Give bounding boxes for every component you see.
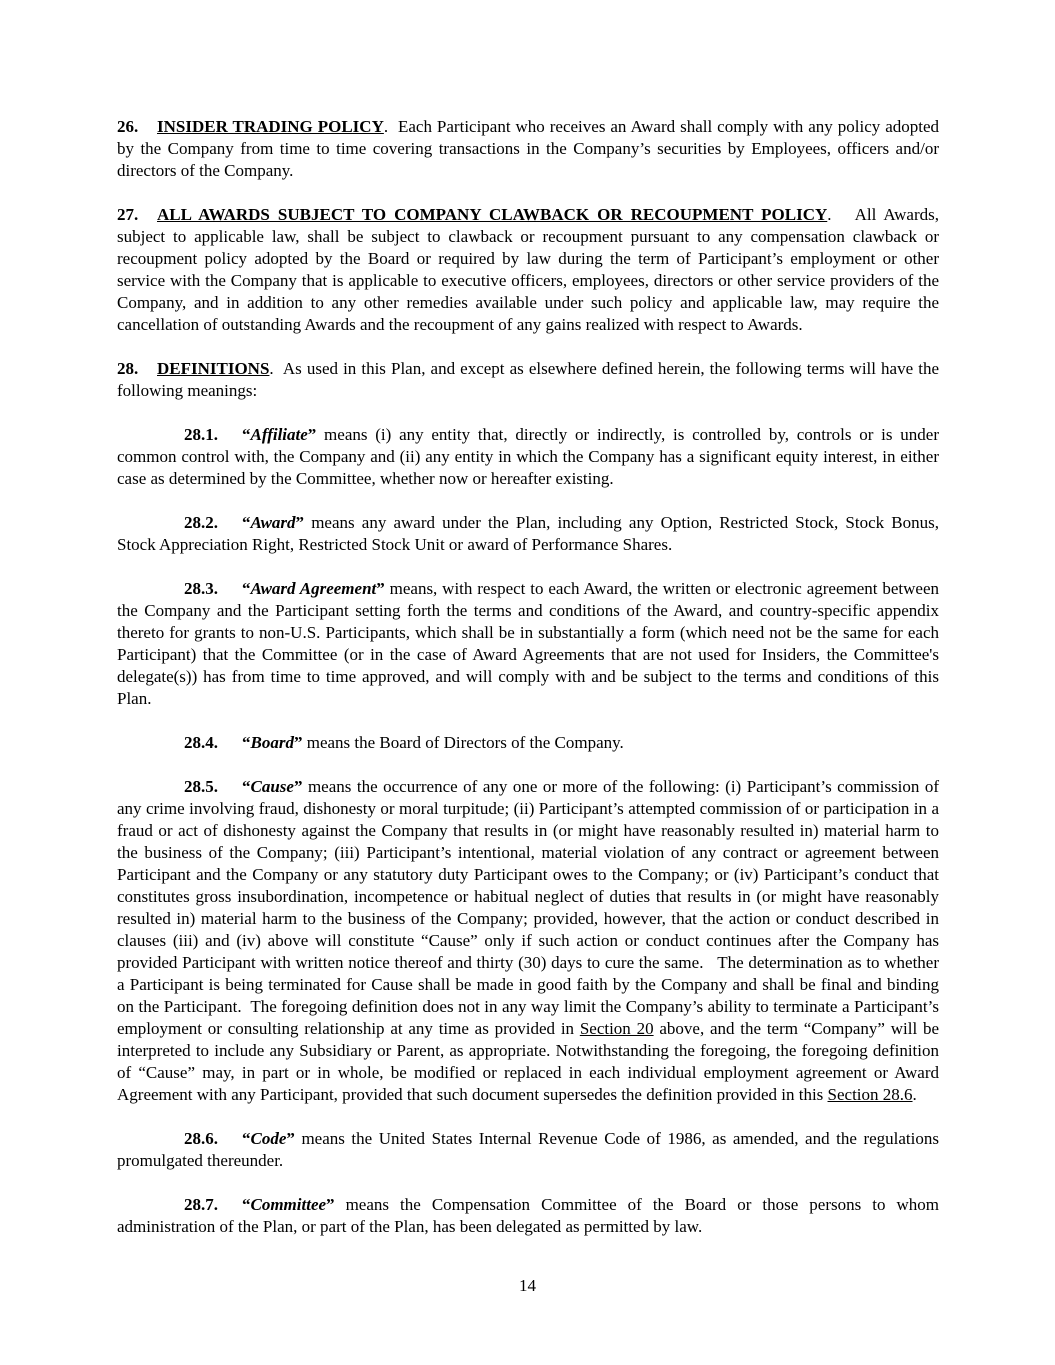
text-run: “ bbox=[242, 1129, 251, 1148]
text-run: ” bbox=[286, 1129, 295, 1148]
text-run: “ bbox=[242, 425, 251, 444]
section-number: 26. bbox=[117, 117, 139, 136]
section-heading: ALL AWARDS SUBJECT TO COMPANY CLAWBACK OR RECOUPMENT POLICY bbox=[157, 205, 828, 224]
text-run: means the United States Internal Revenue Code of 1986, as amended, and the regulations promulgated thereunder. bbox=[117, 1129, 939, 1170]
text-run: “ bbox=[242, 579, 251, 598]
text-run: “ bbox=[242, 777, 251, 796]
section-number: 28.3. bbox=[184, 579, 218, 598]
text-run: means any award under the Plan, including any Option, Restricted Stock, Stock Bonus, Stock Appreciation Right, Restricted Stock Unit or award of Performance Shares. bbox=[117, 513, 939, 554]
section-number: 28.1. bbox=[184, 425, 218, 444]
section-number: 28.2. bbox=[184, 513, 218, 532]
cross-reference: Section 28.6 bbox=[827, 1085, 913, 1104]
section-number: 28.5. bbox=[184, 777, 218, 796]
paragraph-28-1 bbox=[117, 424, 939, 490]
section-number: 28. bbox=[117, 359, 139, 378]
defined-term: Award Agreement bbox=[250, 579, 377, 598]
text-run: above, and the term “Company” will be interpreted to include any Subsidiary or Parent, as appropriate. Notwithstanding the foregoing, the foregoing definition of “Cause” may, in part or in whole, be modified or replaced in each individual employment agreement or Award Agreement with any Participant, provided that such document supersedes the definition provided in this bbox=[117, 1019, 939, 1104]
text-run: “ bbox=[242, 733, 251, 752]
section-number: 28.6. bbox=[184, 1129, 218, 1148]
defined-term: Board bbox=[250, 733, 294, 752]
page-footer bbox=[0, 1275, 1055, 1297]
defined-term: Committee bbox=[250, 1195, 327, 1214]
paragraph-26 bbox=[117, 116, 939, 182]
text-run: ” bbox=[307, 425, 317, 444]
text-run: “ bbox=[242, 513, 251, 532]
section-number: 28.4. bbox=[184, 733, 218, 752]
text-run: ” bbox=[376, 579, 385, 598]
section-heading: INSIDER TRADING POLICY bbox=[157, 117, 384, 136]
text-run: . As used in this Plan, and except as elsewhere defined herein, the following terms will have the following meanings: bbox=[117, 359, 939, 400]
document-body bbox=[117, 116, 939, 1238]
text-run: means the occurrence of any one or more of the following: (i) Participant’s commission of any crime involving fraud, dishonesty or moral turpitude; (ii) Participant’s attempted commission of or participation in a fraud or act of dishonesty against the Company that results in (or might have reasonably resulted in) material harm to the business of the Company; (iii) Participant’s intentional, material violation of any contract or agreement between Participant and the Company or any statutory duty Participant owes to the Company; or (iv) Participant’s conduct that constitutes gross insubordination, incompetence or habitual neglect of duties that results in (or might have reasonably resulted in) material harm to the business of the Company; provided, however, that the action or conduct described in clauses (iii) and (iv) above will constitute “Cause” only if such action or conduct continues after the Company has provided Participant with written notice thereof and thirty (30) days to cure the same. The determination as to whether a Participant is being terminated for Cause shall be made in good faith by the Company and shall be final and binding on the Participant. The foregoing definition does not in any way limit the Company’s ability to terminate a Participant’s employment or consulting relationship at any time as provided in bbox=[117, 777, 939, 1038]
paragraph-28-4 bbox=[117, 732, 939, 754]
paragraph-28-3 bbox=[117, 578, 939, 710]
section-heading: DEFINITIONS bbox=[157, 359, 270, 378]
cross-reference: Section 20 bbox=[579, 1019, 654, 1038]
page-number: 14 bbox=[519, 1276, 536, 1295]
text-run: means, with respect to each Award, the written or electronic agreement between the Company and the Participant setting forth the terms and conditions of the Award, and country-specific appendix thereto for grants to non-U.S. Participants, which shall be in substantially a form (which need not be the same for each Participant) that the Committee (or in the case of Award Agreements that are not used for Insiders, the Committee's delegate(s)) has from time to time approved, and will comply with and be subject to the terms and conditions of this Plan. bbox=[117, 579, 939, 708]
text-run: . Each Participant who receives an Award shall comply with any policy adopted by the Company from time to time covering transactions in the Company’s securities by Employees, officers and/or directors of the Company. bbox=[117, 117, 940, 180]
defined-term: Code bbox=[250, 1129, 287, 1148]
paragraph-27 bbox=[117, 204, 939, 336]
section-number: 28.7. bbox=[184, 1195, 218, 1214]
defined-term: Affiliate bbox=[250, 425, 308, 444]
text-run: means the Compensation Committee of the Board or those persons to whom administration of the Plan, or part of the Plan, has been delegated as permitted by law. bbox=[117, 1195, 939, 1236]
text-run: “ bbox=[242, 1195, 251, 1214]
text-run: means the Board of Directors of the Company. bbox=[302, 733, 624, 752]
text-run: ” bbox=[293, 733, 303, 752]
text-run: . bbox=[912, 1085, 917, 1104]
text-run: ” bbox=[326, 1195, 335, 1214]
section-number: 27. bbox=[117, 205, 139, 224]
text-run: means (i) any entity that, directly or indirectly, is controlled by, controls or is under common control with, the Company and (ii) any entity in which the Company has a significant equity interest, in either case as determined by the Committee, whether now or hereafter existing. bbox=[117, 425, 939, 488]
paragraph-28-5 bbox=[117, 776, 939, 1106]
text-run: . All Awards, subject to applicable law, shall be subject to clawback or recoupment pursuant to any compensation clawback or recoupment policy adopted by the Board or required by law during the term of Participant’s employment or other service with the Company that is applicable to executive officers, employees, directors or other service providers of the Company, and in addition to any other remedies available under such policy and applicable law, may require the cancellation of outstanding Awards and the recoupment of any gains realized with respect to Awards. bbox=[117, 205, 939, 334]
paragraph-28-2 bbox=[117, 512, 939, 556]
paragraph-28-7 bbox=[117, 1194, 939, 1238]
paragraph-28-6 bbox=[117, 1128, 939, 1172]
defined-term: Award bbox=[250, 513, 296, 532]
paragraph-28 bbox=[117, 358, 939, 402]
text-run: ” bbox=[295, 513, 305, 532]
defined-term: Cause bbox=[250, 777, 294, 796]
text-run: ” bbox=[293, 777, 303, 796]
